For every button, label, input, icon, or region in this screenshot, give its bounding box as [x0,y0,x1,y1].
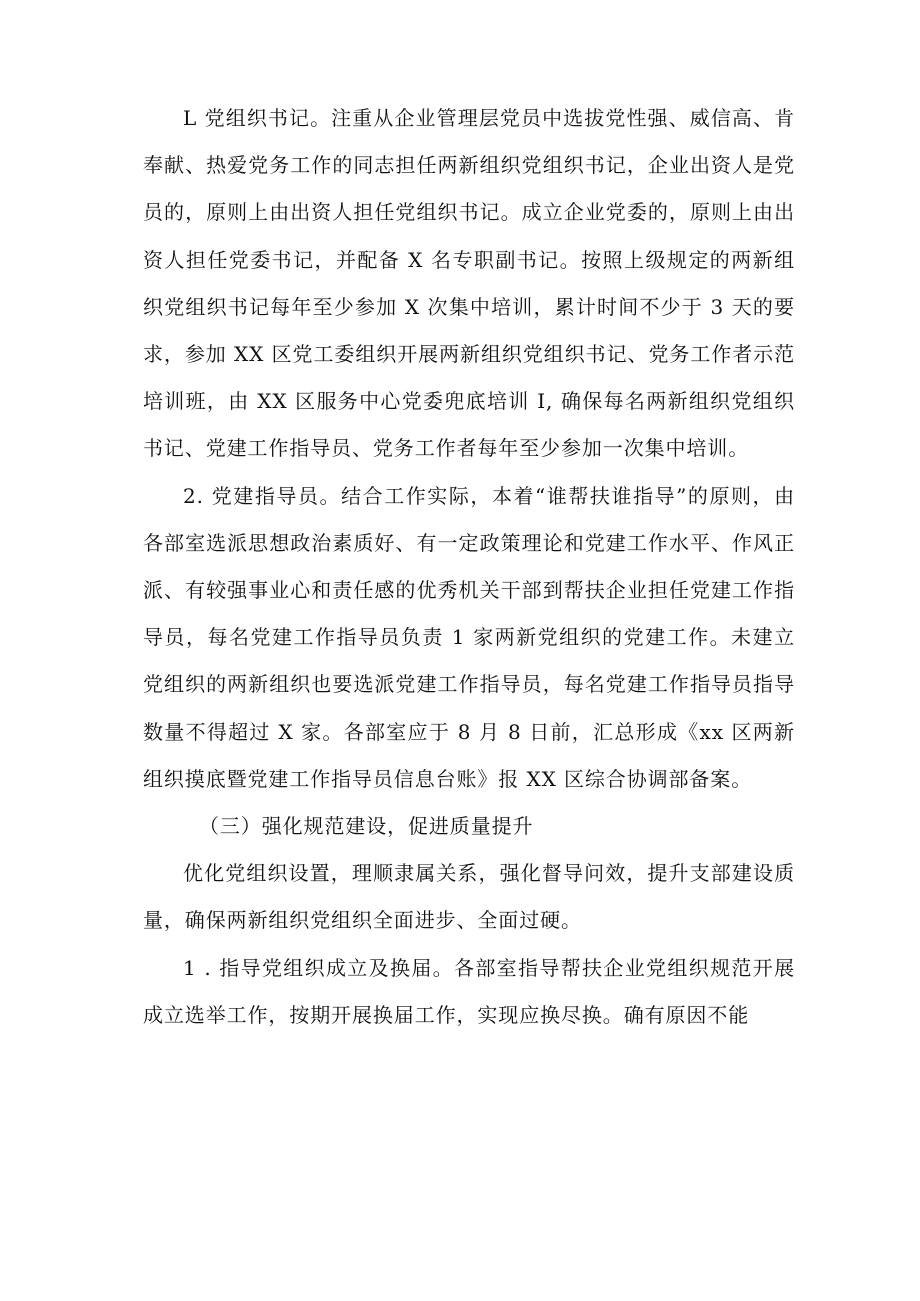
paragraph-party-instructor: 2. 党建指导员。结合工作实际，本着“谁帮扶谁指导”的原则，由各部室选派思想政治素质好、有一定政策理论和党建工作水平、作风正派、有较强事业心和责任感的优秀机关干部到帮扶企业担任党建工作指导员，每名党建工作指导员负责 1 家两新党组织的党建工作。未建立党组织的两新组织也要选派党建工作指导员，每名党建工作指导员指导数量不得超过 X 家。各部室应于 8 月 8 日前，汇总形成《xx 区两新组织摸底暨党建工作指导员信息台账》报 XX 区综合协调部备案。 [143,483,795,791]
paragraph-establishment-election: 1 . 指导党组织成立及换届。各部室指导帮扶企业党组织规范开展成立选举工作，按期开展换届工作，实现应换尽换。确有原因不能 [143,955,795,1027]
document-body [143,95,795,1039]
paragraph-section-intro: 优化党组织设置，理顺隶属关系，强化督导问效，提升支部建设质量，确保两新组织党组织全面进步、全面过硬。 [143,861,795,933]
section-heading: （三）强化规范建设，促进质量提升 [199,814,534,839]
paragraph-party-secretary: L 党组织书记。注重从企业管理层党员中选拔党性强、威信高、肯奉献、热爱党务工作的同志担任两新组织党组织书记，企业出资人是党员的，原则上由出资人担任党组织书记。成立企业党委的，原则上由出资人担任党委书记，并配备 X 名专职副书记。按照上级规定的两新组织党组织书记每年至少参加 X 次集中培训，累计时间不少于 3 天的要求，参加 XX 区党工委组织开展两新组织党组织书记、党务工作者示范培训班，由 XX 区服务中心党委兜底培训 I, 确保每名两新组织党组织书记、党建工作指导员、党务工作者每年至少参加一次集中培训。 [143,106,795,461]
